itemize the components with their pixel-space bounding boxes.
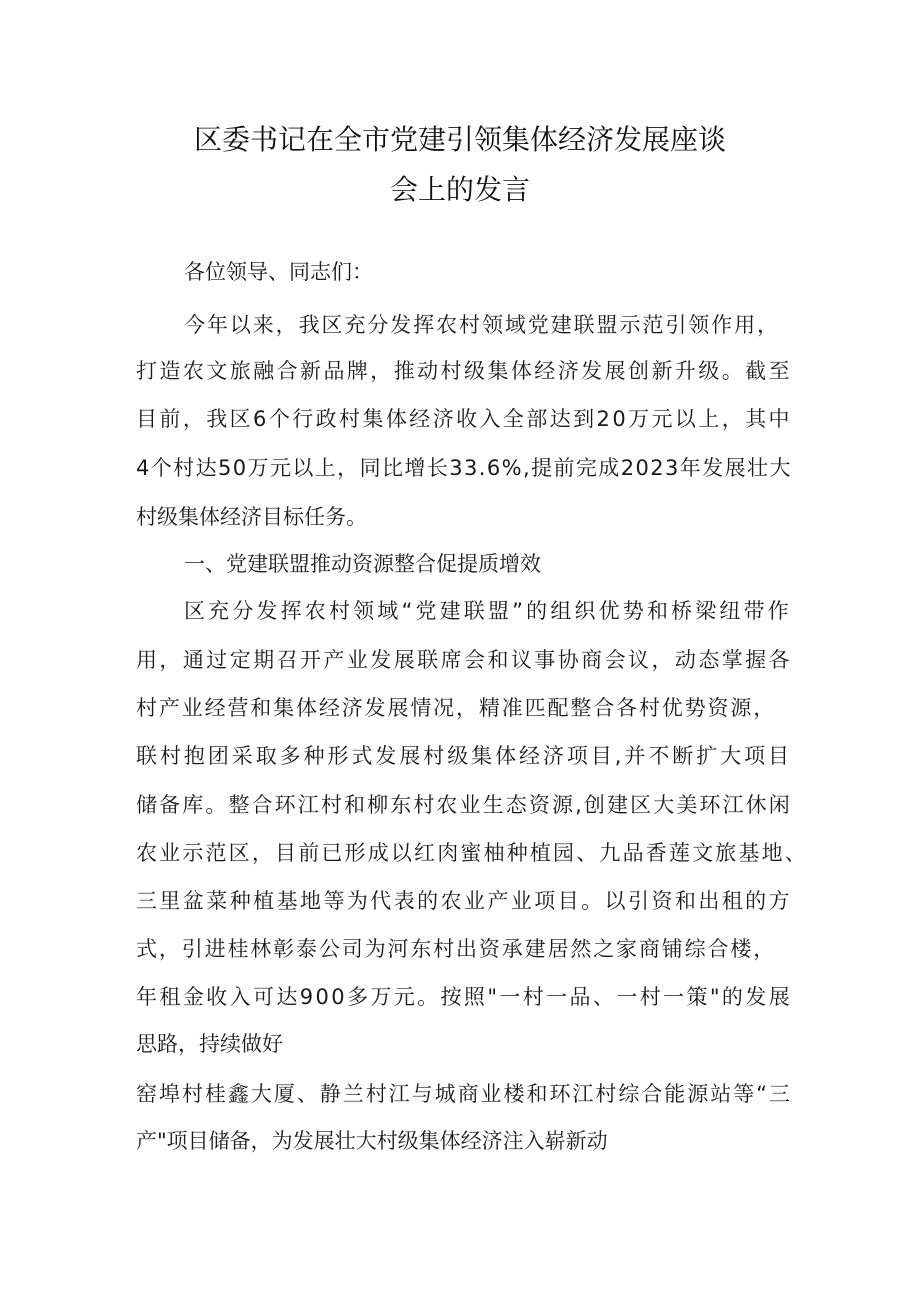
paragraph-line: 式，引进桂林彰泰公司为河东村出资承建居然之家商铺综合楼， [136,937,777,961]
paragraph-line: 产"项目储备，为发展壮大村级集体经济注入崭新动 [136,1129,608,1153]
paragraph-line: 思路，持续做好 [136,1032,283,1056]
paragraph-line: 年租金收入可达900多万元。按照"一村一品、一村一策"的发展 [136,985,793,1009]
paragraph-line: 区充分发挥农村领域“党建联盟”的组织优势和桥梁纽带作 [184,599,792,623]
paragraph-line: 储备库。整合环江村和柳东村农业生态资源,创建区大美环江休闲 [136,793,792,817]
salutation: 各位领导、同志们： [184,260,373,284]
paragraph-line: 打造农文旅融合新品牌，推动村级集体经济发展创新升级。截至 [136,359,793,383]
section-heading: 一、党建联盟推动资源整合促提质增效 [184,552,541,576]
paragraph-line: 今年以来，我区充分发挥农村领域党建联盟示范引领作用， [184,313,780,337]
paragraph-line: 4个村达50万元以上，同比增长33.6%,提前完成2023年发展壮大 [136,456,792,480]
document-title-line-2: 会上的发言 [389,173,530,206]
paragraph-line: 目前，我区6个行政村集体经济收入全部达到20万元以上，其中 [136,407,792,431]
paragraph-line: 窑埠村桂鑫大厦、静兰村江与城商业楼和环江村综合能源站等“三 [136,1082,793,1106]
paragraph-line: 三里盆菜种植基地等为代表的农业产业项目。以引资和出租的方 [136,889,793,913]
paragraph-line: 联村抱团采取多种形式发展村级集体经济项目,并不断扩大项目 [136,744,792,768]
document-title-line-1: 区委书记在全市党建引领集体经济发展座谈 [193,123,726,156]
paragraph-line: 村产业经营和集体经济发展情况，精准匹配整合各村优势资源， [136,696,777,720]
paragraph-line: 村级集体经济目标任务。 [136,505,367,529]
paragraph-line: 农业示范区，目前已形成以红肉蜜柚种植园、九品香莲文旅基地、 [136,841,808,865]
paragraph-line: 用，通过定期召开产业发展联席会和议事协商会议，动态掌握各 [136,648,793,672]
